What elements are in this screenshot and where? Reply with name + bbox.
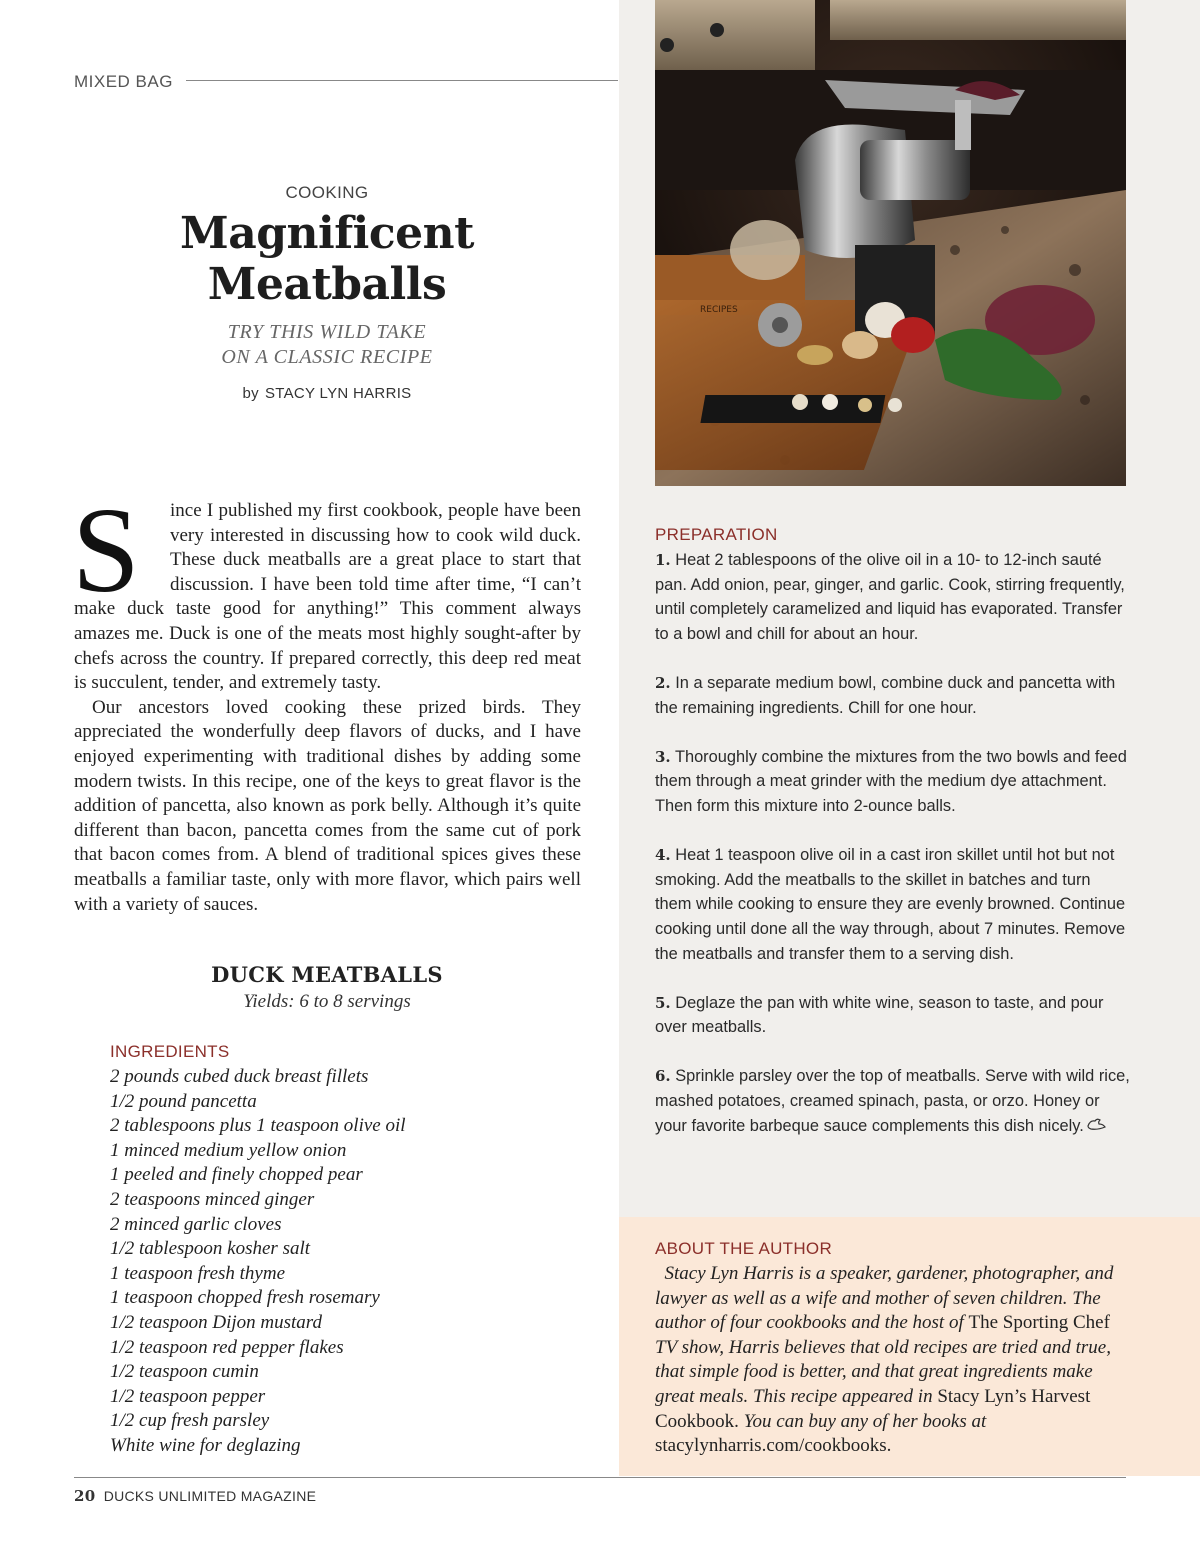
preparation-step [655, 671, 1130, 720]
about-book-title: Stacy Lyn’s Harvest Cookbook. [655, 1385, 1091, 1432]
step-number: 5. [655, 993, 671, 1012]
step-text: Thoroughly combine the mixtures from the two bowls and feed them through a meat grinder with the medium dye attachment. Then form this mixture into 2-ounce balls. [655, 747, 1127, 815]
article-title [74, 208, 580, 310]
magazine-name: DUCKS UNLIMITED MAGAZINE [103, 1488, 317, 1504]
ingredient-item: 1 minced medium yellow onion [110, 1139, 347, 1161]
about-part-1: Stacy Lyn Harris is a speaker, gardener, photographer, and lawyer as well as a wife and mother of seven children. The author of four cookbooks and the host of [655, 1263, 1114, 1334]
step-number: 3. [655, 747, 671, 766]
step-text: Sprinkle parsley over the top of meatballs. Serve with wild rice, mashed potatoes, creamed spinach, pasta, or orzo. Honey or your favorite barbeque sauce complements this dish nicely. [655, 1067, 1130, 1135]
ingredient-item: 1 peeled and finely chopped pear [110, 1164, 363, 1186]
ingredient-item: 2 teaspoons minced ginger [110, 1188, 315, 1210]
ingredients-heading: INGREDIENTS [110, 1042, 230, 1061]
page-footer [74, 1487, 316, 1505]
preparation-step [655, 548, 1130, 646]
byline-prefix: by [242, 385, 259, 402]
ingredient-item: 2 tablespoons plus 1 teaspoon olive oil [110, 1115, 406, 1137]
author-name: STACY LYN HARRIS [264, 385, 412, 402]
body-paragraph-2: Our ancestors loved cooking these prized birds. They appreciated the wonderfully deep flavors of ducks, and I have enjoyed experimenting with traditional dishes by adding some modern twists. In this recipe, one of the keys to great flavor is the addition of pancetta, also known as pork belly. Although it’s quite different than bacon, pancetta comes from the same cut of pork that bacon comes from. A blend of traditional spices gives these meatballs a familiar taste, only with more flavor, which pairs well with a variety of sauces. [74, 696, 581, 915]
byline [74, 385, 580, 402]
ingredient-item: 1/2 teaspoon pepper [110, 1385, 266, 1407]
article-body [72, 483, 581, 917]
ingredient-item: 1 teaspoon fresh thyme [110, 1262, 286, 1284]
article-deck [74, 320, 580, 370]
title-line-2: Meatballs [207, 259, 447, 310]
article-kicker: COOKING [285, 183, 369, 202]
drop-cap: S [72, 483, 140, 618]
recipes-box-label: RECIPES [700, 305, 738, 315]
ingredient-item: 1/2 pound pancetta [110, 1090, 257, 1112]
title-line-1: Magnificent [180, 208, 474, 259]
deck-line-1: TRY THIS WILD TAKE [227, 321, 427, 343]
author-website-link[interactable]: stacylynharris.com/cookbooks. [655, 1435, 892, 1457]
page-number: 20 [74, 1487, 96, 1505]
meat-grinder-photo [655, 0, 1126, 486]
step-number: 4. [655, 846, 671, 865]
preparation-steps [655, 548, 1130, 1163]
about-author-heading: ABOUT THE AUTHOR [655, 1239, 833, 1258]
preparation-step [655, 745, 1130, 819]
step-text: In a separate medium bowl, combine duck and pancetta with the remaining ingredients. Chill for one hour. [655, 673, 1116, 717]
paragraph-1-text: ince I published my first cookbook, people have been very interested in discussing how to cook wild duck. These duck meatballs are a great place to start that discussion. I have been told time after time, “I can’t make duck taste good for anything!” This comment always amazes me. Duck is one of the meats most highly sought-after by chefs across the country. If prepared correctly, this deep red meat is succulent, tender, and extremely tasty. [74, 500, 581, 694]
section-label: MIXED BAG [74, 72, 173, 91]
deck-line-2: ON A CLASSIC RECIPE [221, 346, 433, 368]
preparation-step [655, 843, 1130, 966]
step-text: Deglaze the pan with white wine, season to taste, and pour over meatballs. [655, 993, 1104, 1037]
body-paragraph-1 [72, 483, 581, 696]
about-part-3: You can buy any of her books at [738, 1410, 987, 1432]
ingredient-item: 1 teaspoon chopped fresh rosemary [110, 1287, 380, 1309]
step-number: 1. [655, 551, 671, 569]
ingredient-item: 1/2 cup fresh parsley [110, 1410, 270, 1432]
about-author-text [655, 1262, 1130, 1459]
ingredient-item: 2 minced garlic cloves [110, 1213, 282, 1235]
footer-rule [74, 1477, 1126, 1478]
ingredient-item: White wine for deglazing [110, 1434, 301, 1456]
ingredient-item: 1/2 tablespoon kosher salt [110, 1238, 311, 1260]
ingredient-item: 1/2 teaspoon Dijon mustard [110, 1311, 322, 1333]
ingredient-item: 2 pounds cubed duck breast fillets [110, 1066, 369, 1087]
preparation-heading: PREPARATION [655, 525, 778, 544]
duck-end-mark-icon [1086, 1114, 1106, 1139]
section-rule [186, 80, 618, 81]
preparation-step [655, 1064, 1130, 1138]
about-show-title: The Sporting Chef [968, 1312, 1110, 1334]
ingredient-item: 1/2 teaspoon cumin [110, 1361, 259, 1383]
step-text: Heat 1 teaspoon olive oil in a cast iron skillet until hot but not smoking. Add the meatballs to the skillet in batches and turn them while cooking to ensure they are evenly browned. Continue cooking until done all the way through, about 7 minutes. Remove the meatballs and transfer them to a serving dish. [655, 846, 1126, 963]
recipe-yields: Yields: 6 to 8 servings [243, 991, 411, 1012]
step-number: 2. [655, 673, 671, 692]
step-number: 6. [655, 1067, 671, 1086]
about-part-2: TV show, Harris believes that old recipes are tried and true, that simple food is better, and that great ingredients make great meals. This recipe appeared in [655, 1336, 1111, 1407]
step-text: Heat 2 tablespoons of the olive oil in a 10- to 12-inch sauté pan. Add onion, pear, ginger, and garlic. Cook, stirring frequently, until completely caramelized and liquid has evaporated. Transfer to a bowl and chill for about an hour. [655, 551, 1125, 643]
recipe-title: DUCK MEATBALLS [211, 962, 443, 987]
ingredient-item: 1/2 teaspoon red pepper flakes [110, 1336, 344, 1358]
preparation-step [655, 991, 1130, 1040]
ingredients-list [110, 1065, 406, 1459]
